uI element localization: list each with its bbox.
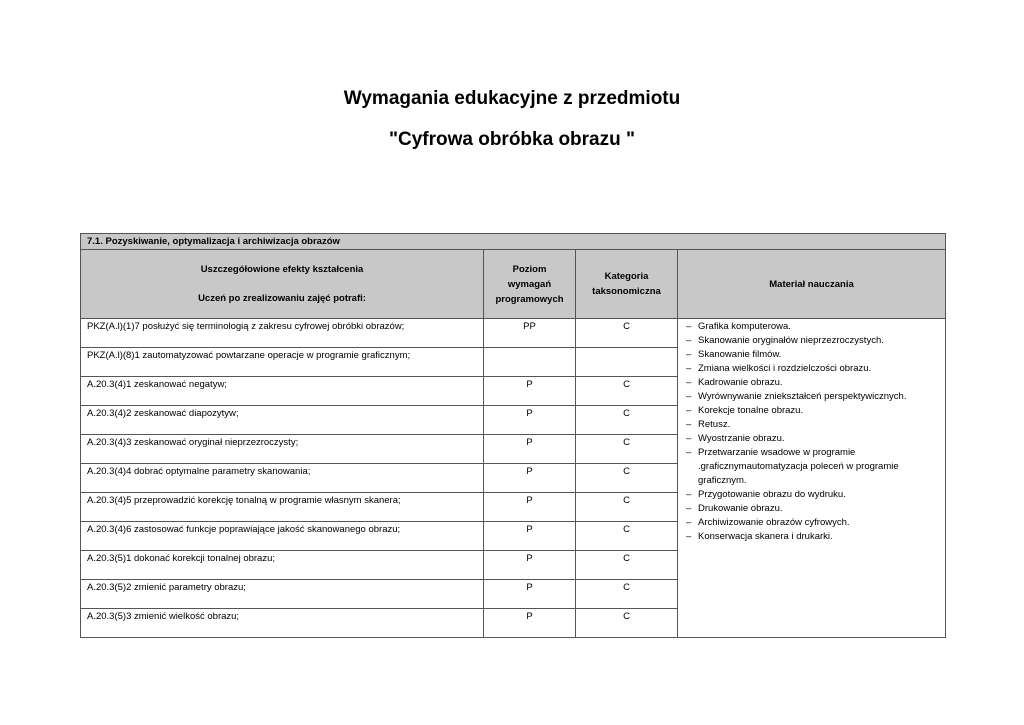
- material-text: Kadrowanie obrazu.: [698, 377, 783, 388]
- dash-bullet: –: [686, 363, 692, 374]
- dash-bullet: –: [686, 503, 692, 514]
- material-text: Skanowanie oryginałów nieprzezroczystych.: [698, 335, 884, 346]
- level-cell: P: [484, 377, 576, 406]
- list-item: [682, 334, 941, 348]
- dash-bullet: –: [686, 335, 692, 346]
- list-item: [682, 348, 941, 362]
- table-row: [81, 319, 946, 348]
- effect-cell: A.20.3(5)2 zmienić parametry obrazu;: [81, 580, 484, 609]
- category-cell: C: [576, 609, 678, 638]
- category-cell: C: [576, 319, 678, 348]
- header-effects-line1: Uszczegółowione efekty kształcenia: [200, 264, 364, 275]
- category-cell: C: [576, 551, 678, 580]
- material-list: [682, 320, 941, 544]
- material-text: Konserwacja skanera i drukarki.: [698, 531, 833, 542]
- dash-bullet: –: [686, 349, 692, 360]
- dash-bullet: –: [686, 433, 692, 444]
- category-cell: [576, 348, 678, 377]
- level-cell: P: [484, 551, 576, 580]
- category-cell: C: [576, 493, 678, 522]
- material-text: Zmiana wielkości i rozdzielczości obrazu.: [698, 363, 872, 374]
- level-cell: P: [484, 522, 576, 551]
- section-title: 7.1. Pozyskiwanie, optymalizacja i archiwizacja obrazów: [81, 234, 946, 250]
- dash-bullet: –: [686, 447, 692, 458]
- dash-bullet: –: [686, 391, 692, 402]
- list-item: [682, 362, 941, 376]
- category-cell: C: [576, 522, 678, 551]
- effect-cell: A.20.3(4)4 dobrać optymalne parametry skanowania;: [81, 464, 484, 493]
- effect-cell: A.20.3(4)3 zeskanować oryginał nieprzezroczysty;: [81, 435, 484, 464]
- category-cell: C: [576, 580, 678, 609]
- category-cell: C: [576, 377, 678, 406]
- material-text: Drukowanie obrazu.: [698, 503, 783, 514]
- dash-bullet: –: [686, 321, 692, 332]
- header-level: Poziom wymagań programowych: [484, 250, 576, 319]
- level-cell: P: [484, 435, 576, 464]
- list-item: [682, 516, 941, 530]
- material-text: Skanowanie filmów.: [698, 349, 782, 360]
- list-item: [682, 418, 941, 432]
- material-text: Przygotowanie obrazu do wydruku.: [698, 489, 846, 500]
- level-cell: PP: [484, 319, 576, 348]
- effect-cell: A.20.3(4)1 zeskanować negatyw;: [81, 377, 484, 406]
- document-title: Wymagania edukacyjne z przedmiotu: [343, 88, 681, 109]
- header-material: Materiał nauczania: [678, 250, 946, 319]
- requirements-table: [80, 233, 946, 638]
- material-text: Retusz.: [698, 419, 731, 430]
- effect-cell: A.20.3(5)3 zmienić wielkość obrazu;: [81, 609, 484, 638]
- category-cell: C: [576, 464, 678, 493]
- column-header-row: [81, 250, 946, 319]
- level-cell: P: [484, 609, 576, 638]
- category-cell: C: [576, 406, 678, 435]
- list-item: [682, 432, 941, 446]
- level-cell: [484, 348, 576, 377]
- material-text: Przetwarzanie wsadowe w programie .graficznymautomatyzacja poleceń w programie graficznym.: [698, 447, 899, 486]
- material-text: Korekcje tonalne obrazu.: [698, 405, 804, 416]
- effect-cell: A.20.3(4)2 zeskanować diapozytyw;: [81, 406, 484, 435]
- effect-cell: A.20.3(4)5 przeprowadzić korekcję tonalną w programie własnym skanera;: [81, 493, 484, 522]
- level-cell: P: [484, 493, 576, 522]
- effect-cell: A.20.3(4)6 zastosować funkcje poprawiające jakość skanowanego obrazu;: [81, 522, 484, 551]
- header-effects-line2: Uczeń po zrealizowaniu zajęć potrafi:: [198, 293, 366, 304]
- list-item: [682, 530, 941, 544]
- material-text: Archiwizowanie obrazów cyfrowych.: [698, 517, 850, 528]
- effect-cell: A.20.3(5)1 dokonać korekcji tonalnej obrazu;: [81, 551, 484, 580]
- material-text: Grafika komputerowa.: [698, 321, 791, 332]
- dash-bullet: –: [686, 377, 692, 388]
- dash-bullet: –: [686, 405, 692, 416]
- material-text: Wyrównywanie zniekształceń perspektywicznych.: [698, 391, 907, 402]
- list-item: [682, 376, 941, 390]
- dash-bullet: –: [686, 517, 692, 528]
- list-item: [682, 502, 941, 516]
- effect-cell: PKZ(A.l)(1)7 posłużyć się terminologią z zakresu cyfrowej obróbki obrazów;: [81, 319, 484, 348]
- level-cell: P: [484, 580, 576, 609]
- dash-bullet: –: [686, 531, 692, 542]
- list-item: [682, 320, 941, 334]
- material-cell: [678, 319, 946, 638]
- level-cell: P: [484, 406, 576, 435]
- dash-bullet: –: [686, 419, 692, 430]
- header-category: Kategoria taksonomiczna: [576, 250, 678, 319]
- list-item: [682, 488, 941, 502]
- list-item: [682, 390, 941, 404]
- dash-bullet: –: [686, 489, 692, 500]
- material-text: Wyostrzanie obrazu.: [698, 433, 785, 444]
- level-cell: P: [484, 464, 576, 493]
- section-header-row: [81, 234, 946, 250]
- header-effects: [81, 250, 484, 319]
- effect-cell: PKZ(A.l)(8)1 zautomatyzować powtarzane operacje w programie graficznym;: [81, 348, 484, 377]
- category-cell: C: [576, 435, 678, 464]
- list-item: [682, 446, 941, 488]
- list-item: [682, 404, 941, 418]
- subject-title: "Cyfrowa obróbka obrazu ": [388, 129, 636, 150]
